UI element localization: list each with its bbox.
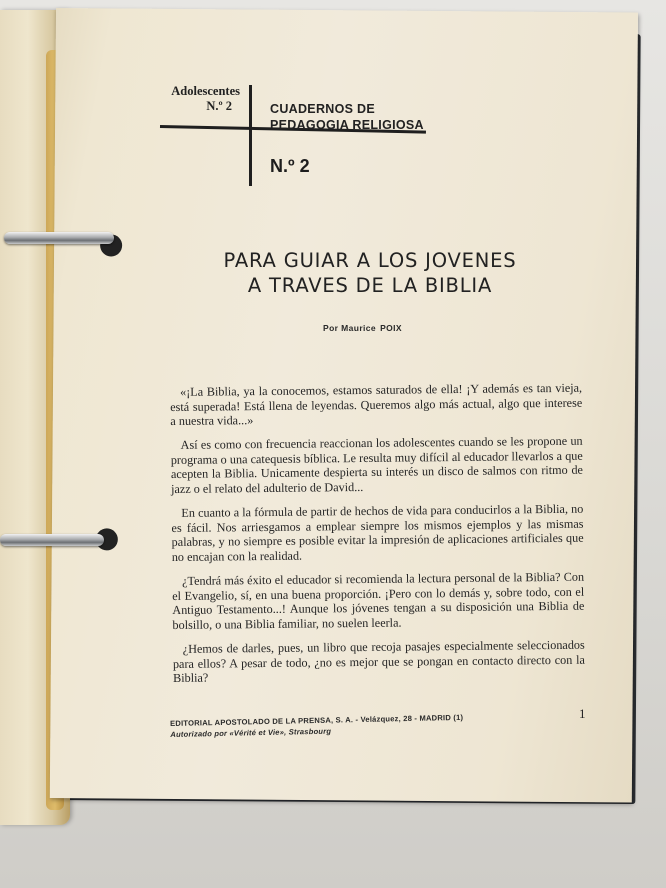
paragraph: En cuanto a la fórmula de partir de hechos de vida para conducirlos a la Biblia, no es fácil. Nos arriesgamos a emplear siempre los mismos ejemplos y las mismas palabras, y no siempre es posible evitar la impresión de aplicaciones artificiales que no encajan con la realidad.	[171, 501, 584, 564]
article-title	[180, 248, 560, 298]
series-label-line2: N.º 2	[206, 99, 232, 113]
article-body	[170, 381, 585, 695]
paragraph: Así es como con frecuencia reaccionan los adolescentes cuando se les propone un programa o una catequesis bíblica. Le resulta muy difícil al educador llevarlos a que acepten la Biblia. Unicamente despierta su interés un disco de salmos con ritmo de jazz o el relato del adulterio de David...	[170, 433, 583, 497]
paragraph: ¿Hemos de darles, pues, un libro que recoja pasajes especialmente seleccionados para ellos? A pesar de todo, ¿no es mejor que se pongan en contacto directo con la Biblia?	[172, 637, 585, 686]
issue-number: N.º 2	[270, 156, 310, 176]
publisher-line: EDITORIAL APOSTOLADO DE LA PRENSA, S. A. - Velázquez, 28 - MADRID (1)	[170, 712, 464, 728]
collection-title-line1: CUADERNOS DE	[270, 102, 375, 116]
byline	[323, 323, 402, 333]
series-label	[160, 84, 240, 114]
binder-ring-top	[4, 232, 114, 244]
binder-ring-bottom	[0, 534, 104, 546]
authorization-line: Autorizado por «Vérité et Vie», Strasbourg	[170, 726, 332, 739]
article-title-line1: PARA GUIAR A LOS JOVENES	[223, 249, 517, 272]
header-rule-vertical	[249, 85, 252, 186]
page-number: 1	[579, 706, 586, 721]
paragraph: «¡La Biblia, ya la conocemos, estamos saturados de ella! ¡Y además es tan vieja, está superada! Está llena de leyendas. Queremos algo más actual, algo que interese a nuestra vida...»	[170, 380, 583, 429]
byline-prefix: Por Maurice	[323, 323, 377, 333]
collection-title-line2: PEDAGOGIA RELIGIOSA	[270, 118, 424, 132]
paragraph: ¿Tendrá más éxito el educador si recomienda la lectura personal de la Biblia? Con el Evangelio, sí, en una buena proporción. ¡Pero con lo demás y, sobre todo, con el Antiguo Testamento...! Aunque los jóvenes tengan a su disposición una Biblia de bolsillo, o una Biblia familiar, no suelen leerla.	[172, 569, 585, 632]
article-title-line2: A TRAVES DE LA BIBLIA	[247, 274, 493, 297]
series-label-line1: Adolescentes	[171, 84, 240, 98]
byline-author: POIX	[380, 323, 402, 333]
collection-title	[270, 101, 424, 133]
